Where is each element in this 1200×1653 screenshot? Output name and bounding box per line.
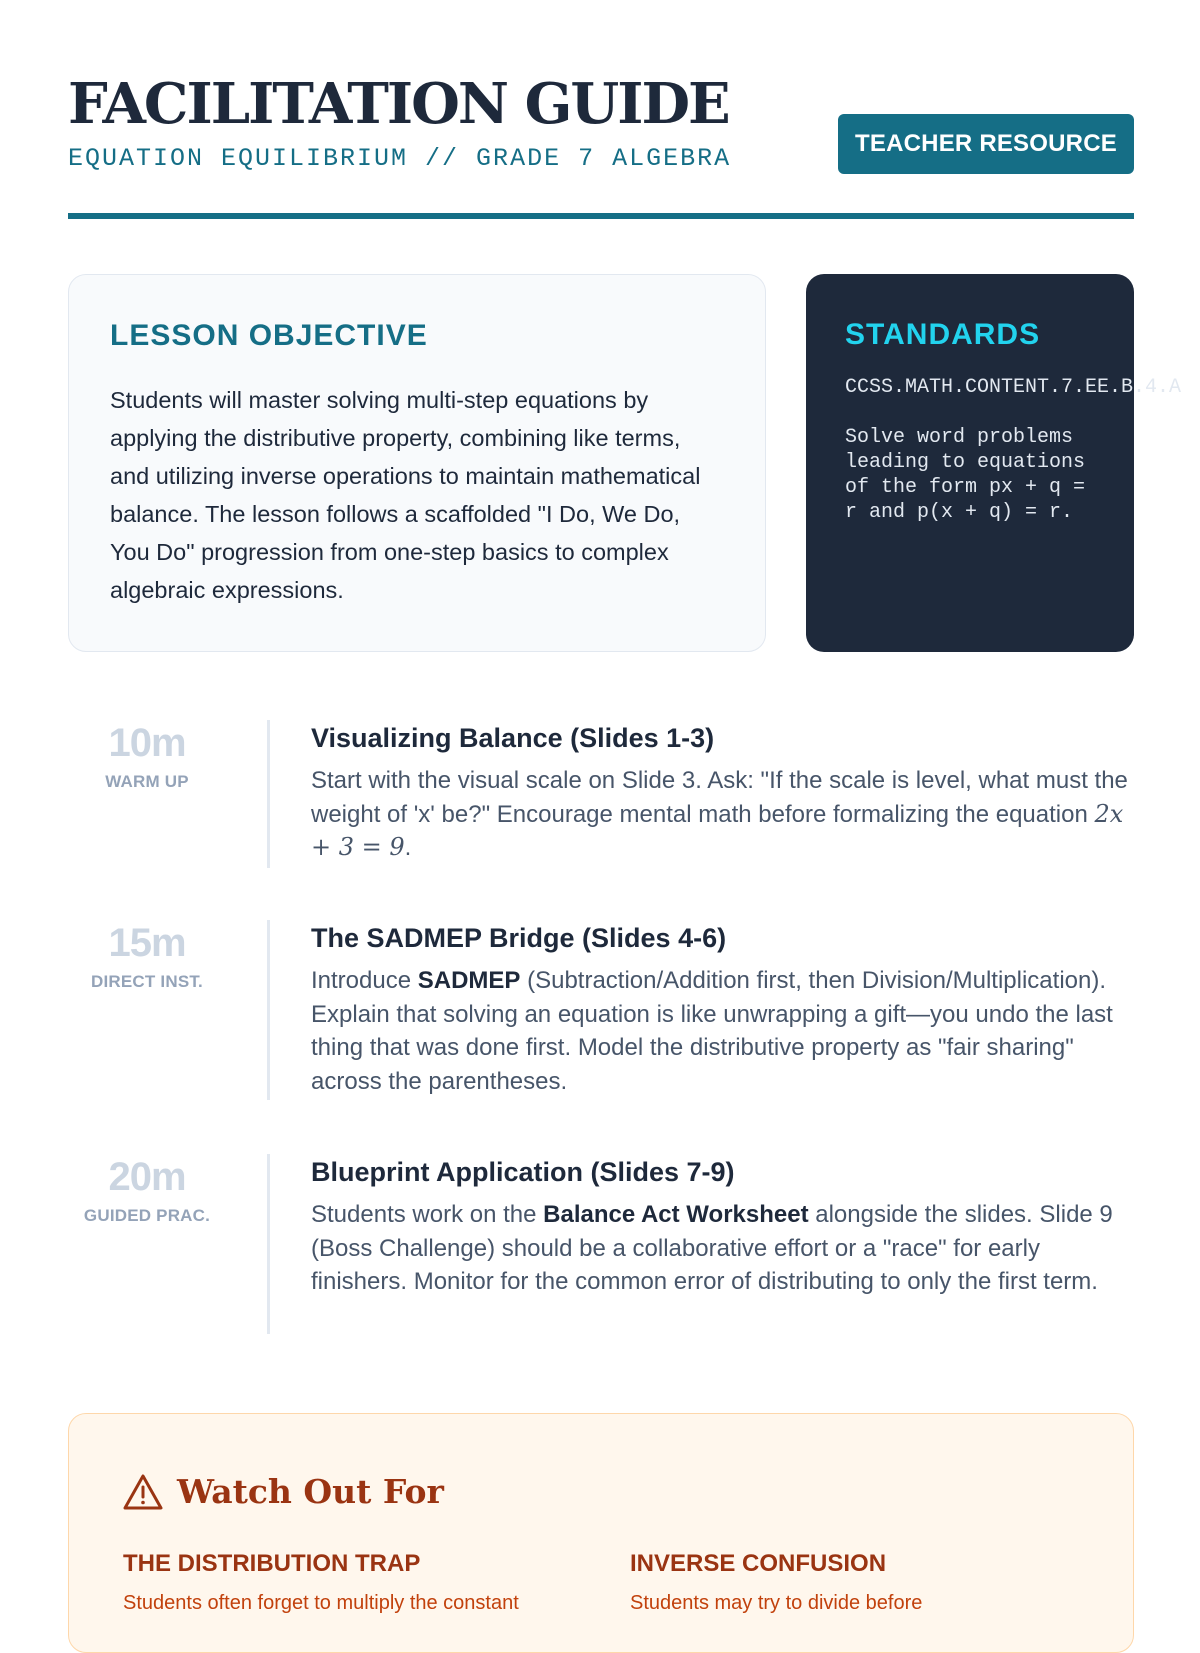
standards-heading: STANDARDS (845, 318, 1041, 351)
phase-label: DIRECT INST. (91, 972, 203, 991)
standard-code: CCSS.MATH.CONTENT.7.EE.B.4.A (845, 376, 1182, 399)
warning-triangle-icon (123, 1473, 163, 1511)
phase-description (311, 764, 1134, 865)
timeline-phase-direct-instruction (68, 920, 1134, 1102)
phase-description (311, 964, 1134, 1098)
header (68, 70, 1134, 220)
pitfall-distribution-trap (123, 1550, 563, 1617)
pitfall-title: INVERSE CONFUSION (630, 1550, 887, 1577)
pitfall-title: THE DISTRIBUTION TRAP (123, 1550, 421, 1577)
phase-divider (267, 720, 270, 868)
pitfall-inverse-confusion (630, 1550, 1070, 1617)
phase-minutes: 15m (108, 921, 186, 965)
phase-label: GUIDED PRAC. (83, 1206, 211, 1225)
phase-label: WARM UP (105, 772, 189, 791)
watch-out-card (68, 1413, 1134, 1653)
lesson-objective-text: Students will master solving multi-step equations by applying the distributive property, combining like terms, and utilizing inverse operations to maintain mathematical balance. The lesson follows a scaffolded "I Do, We Do, You Do" progression from one-step basics to complex algebraic expressions. (110, 387, 701, 603)
lesson-objective-card (68, 274, 766, 652)
teacher-resource-badge: TEACHER RESOURCE (838, 114, 1134, 174)
phase-body (311, 920, 1134, 1098)
pitfall-text: Students often forget to multiply the constant (123, 1592, 519, 1614)
phase-title: Visualizing Balance (Slides 1-3) (311, 723, 715, 753)
timeline-phase-warm-up (68, 720, 1134, 870)
equation: 2x + 3 = 9 (311, 799, 1124, 861)
standard-description: Solve word problems leading to equations of the form px + q = r and p(x + q) = r. (845, 426, 1086, 524)
phase-description (311, 1198, 1134, 1299)
phase-time (68, 1154, 226, 1226)
phase-divider (267, 1154, 270, 1334)
pitfall-text: Students may try to divide before (630, 1592, 923, 1614)
watch-out-heading: Watch Out For (177, 1472, 444, 1511)
watch-out-header (123, 1472, 444, 1511)
phase-text-end: alongside the slides. Slide 9 (Boss Challenge) should be a collaborative effort or a "race" for early finishers. Monitor for the common error of distributing to only the first term. (311, 1201, 1113, 1295)
phase-time (68, 920, 226, 992)
standards-card (806, 274, 1182, 652)
phase-text-end: . (404, 834, 412, 861)
phase-text-start: Introduce (311, 967, 418, 994)
phase-time (68, 720, 226, 792)
page-subtitle: EQUATION EQUILIBRIUM // GRADE 7 ALGEBRA (68, 144, 732, 173)
header-divider (68, 213, 1134, 219)
phase-body (311, 720, 1134, 865)
phase-title: Blueprint Application (Slides 7-9) (311, 1157, 735, 1187)
phase-text-start: Start with the visual scale on Slide 3. Ask: "If the scale is level, what must the weight of 'x' be?" Encourage mental math before formalizing the equation (311, 767, 1128, 828)
phase-text-start: Students work on the (311, 1201, 544, 1228)
timeline-phase-guided-practice (68, 1154, 1134, 1336)
phase-text-end: (Subtraction/Addition first, then Division/Multiplication). Explain that solving an equation is like unwrapping a gift—you undo the last thing that was done first. Model the distributive property as "fair sharing" across the parentheses. (311, 967, 1113, 1095)
phase-title: The SADMEP Bridge (Slides 4-6) (311, 923, 727, 953)
emphasis: SADMEP (417, 967, 521, 994)
phase-minutes: 10m (108, 721, 186, 765)
phase-minutes: 20m (108, 1155, 186, 1199)
phase-body (311, 1154, 1134, 1299)
lesson-objective-heading: LESSON OBJECTIVE (110, 319, 428, 352)
worksheet-name: Balance Act Worksheet (543, 1201, 809, 1228)
page-title: FACILITATION GUIDE (68, 71, 729, 137)
phase-divider (267, 920, 270, 1100)
